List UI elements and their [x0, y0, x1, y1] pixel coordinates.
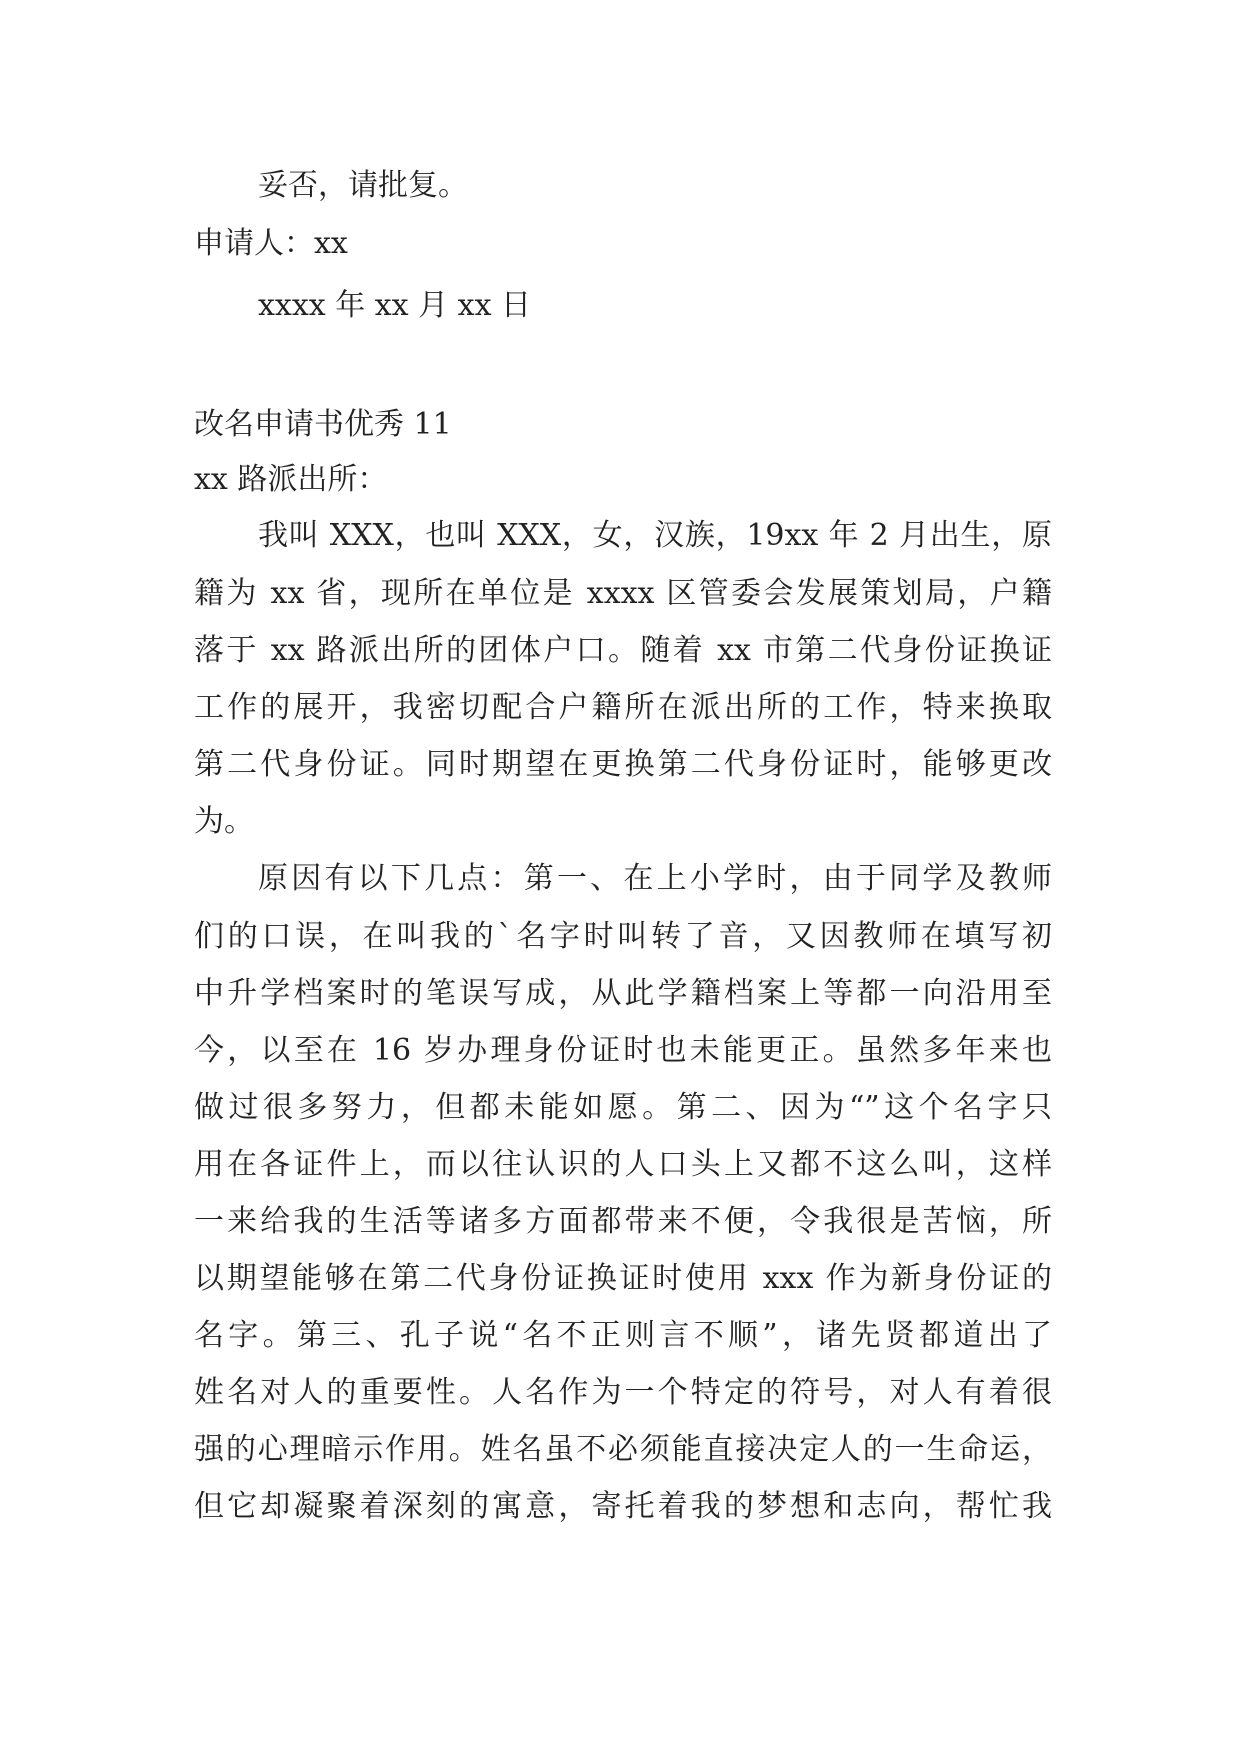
paragraph-1-line-1: 我叫 XXX，也叫 XXX，女，汉族，19xx 年 2 月出生，原: [258, 518, 1052, 553]
section-title: 改名申请书优秀 11: [194, 407, 452, 442]
paragraph-1-line-6: 为。: [194, 804, 254, 839]
paragraph-2-line-12: 但它却凝聚着深刻的寓意，寄托着我的梦想和志向，帮忙我: [194, 1489, 1052, 1524]
paragraph-1-line-4: 工作的展开，我密切配合户籍所在派出所的工作，特来换取: [194, 690, 1052, 725]
paragraph-1-line-5: 第二代身份证。同时期望在更换第二代身份证时，能够更改: [194, 747, 1052, 782]
paragraph-2-line-10: 姓名对人的重要性。人名作为一个特定的符号，对人有着很: [194, 1375, 1052, 1410]
date-line: xxxx 年 xx 月 xx 日: [258, 288, 532, 323]
paragraph-2-line-5: 做过很多努力，但都未能如愿。第二、因为“”这个名字只: [194, 1090, 1052, 1125]
paragraph-2-line-9: 名字。第三、孔子说“名不正则言不顺”，诸先贤都道出了: [194, 1318, 1052, 1353]
paragraph-2-line-8: 以期望能够在第二代身份证换证时使用 xxx 作为新身份证的: [194, 1261, 1052, 1296]
addressee-line: xx 路派出所：: [194, 462, 388, 497]
paragraph-2-line-11: 强的心理暗示作用。姓名虽不必须能直接决定人的一生命运，: [194, 1432, 1052, 1467]
paragraph-2-line-3: 中升学档案时的笔误写成，从此学籍档案上等都一向沿用至: [194, 976, 1052, 1011]
applicant-line: 申请人：xx: [194, 226, 348, 261]
paragraph-2-line-7: 一来给我的生活等诸多方面都带来不便，令我很是苦恼，所: [194, 1204, 1052, 1239]
paragraph-2-line-4: 今，以至在 16 岁办理身份证时也未能更正。虽然多年来也: [194, 1033, 1052, 1068]
paragraph-1-line-3: 落于 xx 路派出所的团体户口。随着 xx 市第二代身份证换证: [194, 633, 1052, 668]
paragraph-2-line-1: 原因有以下几点：第一、在上小学时，由于同学及教师: [258, 861, 1052, 896]
paragraph-1-line-2: 籍为 xx 省，现所在单位是 xxxx 区管委会发展策划局，户籍: [194, 576, 1052, 611]
paragraph-2-line-6: 用在各证件上，而以往认识的人口头上又都不这么叫，这样: [194, 1147, 1052, 1182]
approval-request-line: 妥否，请批复。: [258, 168, 468, 203]
paragraph-2-line-2: 们的口误，在叫我的`名字时叫转了音，又因教师在填写初: [194, 919, 1052, 954]
